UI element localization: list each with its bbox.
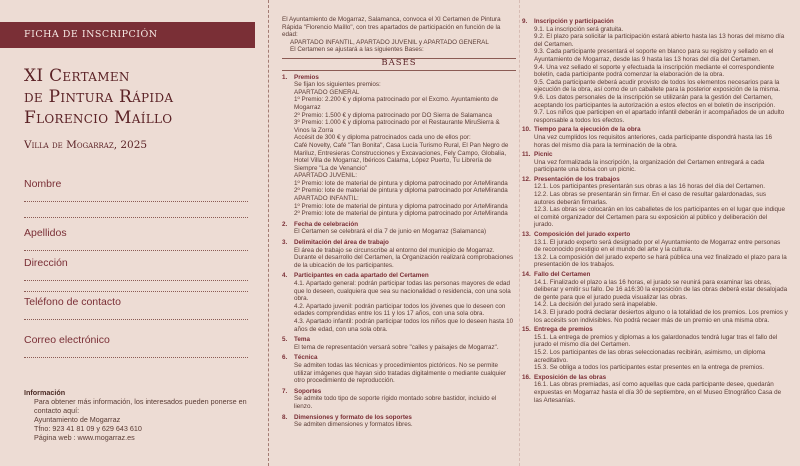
section-line: 14.2. La decisión del jurado será inapelable. <box>534 301 658 309</box>
name-input-line[interactable] <box>24 201 248 202</box>
section-title-text: Exposición de las obras <box>534 373 607 381</box>
section-body <box>522 239 788 269</box>
section-line: Durante el desarrollo del Certamen, la Organización realizará comprobaciones de la ubicación de los participantes. <box>294 254 514 269</box>
section-body <box>282 344 516 352</box>
section-body <box>522 134 788 149</box>
name-label: Nombre <box>24 178 62 190</box>
section-title-text: Soportes <box>294 387 322 395</box>
intro-bases: El Certamen se ajustará a las siguientes Bases: <box>290 46 424 54</box>
section-line: El tema de representación versará sobre "calles y paisajes de Mogarraz". <box>294 343 499 351</box>
rule-section <box>282 336 516 351</box>
section-title-text: Delimitación del área de trabajo <box>294 239 389 247</box>
rule-section <box>522 271 788 324</box>
section-title <box>522 151 788 159</box>
section-title-text: Participantes en cada apartado del Certamen <box>294 272 429 280</box>
rule-section <box>282 354 516 384</box>
section-number: 5. <box>282 336 288 344</box>
section-line: 9.7. Los niños que participen en el apartado infantil deberán ir acompañados de un adulto responsable a todos los efectos. <box>534 109 785 124</box>
rule-section <box>522 151 788 174</box>
section-number: 16. <box>522 373 531 381</box>
section-line: APARTADO INFANTIL: <box>294 195 359 203</box>
section-number: 15. <box>522 326 531 334</box>
section-line: 3º Premio: 1.000 € y diploma patrocinado por el Restaurante MiruSierra & Vinos la Zorra <box>294 119 500 134</box>
section-title-text: Picnic <box>534 151 553 159</box>
section-title <box>522 231 788 239</box>
section-title-text: Fallo del Certamen <box>534 271 591 278</box>
rule-section <box>282 239 516 269</box>
rule-section <box>282 221 516 236</box>
section-title-text: Fecha de celebración <box>294 220 359 228</box>
section-title-text: Inscripción y participación <box>534 18 614 25</box>
surname-label: Apellidos <box>24 227 67 239</box>
section-line: Se admiten dimensiones y formatos libres. <box>294 421 413 429</box>
section-body <box>282 247 516 270</box>
rule-section <box>522 374 788 404</box>
rule-section <box>282 74 516 218</box>
section-line: 12.3. Las obras se colocarán en los caballetes de los participantes en el lugar que indique el comité organizador del Certamen para su exposición al público y deliberación del jurado. <box>534 206 785 229</box>
section-body <box>282 395 516 410</box>
intro-categories: APARTADO INFANTIL, APARTADO JUVENIL y APARTADO GENERAL <box>290 38 489 46</box>
title-line-3: Florencio Maíllo <box>24 108 173 128</box>
section-number: 6. <box>282 354 288 362</box>
section-number: 7. <box>282 387 288 395</box>
section-body <box>282 421 516 429</box>
section-line: 2º Premio: 1.500 € y diploma patrocinado por DO Sierra de Salamanca <box>294 111 492 119</box>
section-title <box>282 239 516 247</box>
section-title <box>282 354 516 362</box>
info-line: contacto aquí: <box>34 406 80 415</box>
rule-section <box>522 176 788 229</box>
section-body <box>282 280 516 333</box>
section-number: 3. <box>282 239 288 247</box>
section-line: El Certamen se celebrará el día 7 de junio en Mogarraz (Salamanca) <box>294 228 487 236</box>
section-body <box>282 81 516 218</box>
section-title <box>522 326 788 334</box>
section-number: 10. <box>522 126 531 134</box>
section-title-text: Entrega de premios <box>534 326 593 334</box>
contact-info <box>24 388 254 442</box>
section-line: 13.2. La composición del jurado experto se hará pública una vez finalizado el plazo para la presentación de los trabajos. <box>534 253 787 269</box>
section-line: 12.1. Los participantes presentarán sus obras a las 16 horas del día del Certamen. <box>534 183 766 191</box>
info-line: Tfno: 923 41 81 09 y 629 643 610 <box>34 424 142 433</box>
section-line: 4.1. Apartado general: podrán participar todas las personas mayores de edad que lo deseen, cualquiera que sea su nacionalidad o residencia, con una sola obra. <box>294 280 511 303</box>
section-line: 4.3. Apartado infantil: podrán participar todos los niños que lo deseen hasta 10 años de edad, con una sola obra. <box>294 317 514 333</box>
event-subtitle: Villa de Mogarraz, 2025 <box>24 139 148 151</box>
section-body <box>282 228 516 236</box>
address-label: Dirección <box>24 257 68 269</box>
info-heading: Información <box>24 388 66 397</box>
info-line: Página web : www.mogarraz.es <box>34 433 135 442</box>
section-title-text: Tiempo para la ejecución de la obra <box>534 126 641 134</box>
section-line: 9.3. Cada participante presentará el soporte en blanco para su registro y sellado en el Ayuntamiento de Mogarraz, desde las 9 hasta las 13 horas del día del Certamen. <box>534 48 774 63</box>
info-line: Para obtener más información, los interesados pueden ponerse en <box>34 397 247 406</box>
section-body <box>522 159 788 174</box>
section-title <box>282 74 516 82</box>
section-title-text: Presentación de los trabajos <box>534 175 620 183</box>
section-line: 14.1. Finalizado el plazo a las 16 horas, el jurado se reunirá para examinar las obras, deliberar y emitir su fallo. De 16 a16:30 la exposición de las obras deberá estar desalojada de gente para que el jurado pueda visualizar las obras. <box>534 278 788 301</box>
email-input-line[interactable] <box>24 357 248 358</box>
rule-section <box>282 272 516 333</box>
section-title <box>522 126 788 134</box>
section-body <box>522 381 788 404</box>
section-title-text: Dimensiones y formato de los soportes <box>294 413 412 421</box>
rule-section <box>282 414 516 429</box>
section-line: 1º Premio: 2.200 € y diploma patrocinado por el Excmo. Ayuntamiento de Mogarraz <box>294 96 499 111</box>
section-title <box>522 18 788 26</box>
section-line: APARTADO GENERAL <box>294 88 360 96</box>
email-field[interactable] <box>24 334 248 358</box>
section-title <box>282 272 516 280</box>
section-title <box>522 271 788 279</box>
rules-column-2 <box>522 16 788 404</box>
section-number: 8. <box>282 413 288 421</box>
section-line: 15.3. Se obliga a todos los participantes estar presentes en la entrega de premios. <box>534 364 764 372</box>
section-line: 9.6. Los datos personales de la inscripción se utilizarán para la gestión del Certamen, aceptando los participantes la autorización a estos efectos en el boletín de inscripción. <box>534 93 776 109</box>
section-title <box>522 176 788 184</box>
rule-section <box>522 126 788 149</box>
section-line: Se fijan los siguientes premios: <box>294 81 381 89</box>
section-number: 14. <box>522 271 531 278</box>
section-body <box>522 279 788 325</box>
title-line-2: de Pintura Rápida <box>24 87 174 107</box>
bases-title: BASES <box>282 58 516 71</box>
right-sections <box>522 18 788 404</box>
name-field[interactable] <box>24 178 248 202</box>
section-title <box>282 388 516 396</box>
section-number: 2. <box>282 220 288 228</box>
intro-paragraph: El Ayuntamiento de Mogarraz, Salamanca, convoca el XI Certamen de Pintura Rápida "Florencio Maíllo", con tres apartados de participación en función de la edad: <box>282 16 501 39</box>
section-line: Café Novelty, Café "Tan Bonita", Casa Lucía Turismo Rural, El Pan Negro de Mariluz, Entresieras Construcciones y Excavaciones, Fely Campo, Globalia, Hotel Villa de Mogarraz, Ibéricos Calama, López Puerto, Tu Librería de Siempre "La de Venancio" <box>294 141 509 172</box>
section-line: Una vez cumplidos los requisitos anteriores, cada participante dispondrá hasta las 16 horas del mismo día para la terminación de la obra. <box>534 133 773 149</box>
form-header: FICHA DE INSCRIPCIÓN <box>0 22 255 48</box>
section-number: 13. <box>522 231 531 239</box>
section-line: 12.2. Las obras se presentarán sin firmar. En el caso de resultar galardonadas, sus autores deberán firmarlas. <box>534 191 767 206</box>
section-line: Accésit de 300 € y diploma patrocinados cada uno de ellos por: <box>294 134 471 142</box>
section-line: APARTADO JUVENIL: <box>294 172 357 180</box>
section-line: 2º Premio: lote de material de pintura y diploma patrocinado por ArteMiranda <box>294 187 508 195</box>
surname-field[interactable] <box>24 217 248 251</box>
section-line: Se admite todo tipo de soporte rígido montado sobre bastidor, incluido el lienzo. <box>294 395 497 410</box>
section-body <box>522 183 788 229</box>
phone-label: Teléfono de contacto <box>24 296 121 308</box>
section-line: 14.3. El jurado podrá declarar desiertos alguno o la totalidad de los premios. Los premios y los accésits son indivisibles. No podrá recaer más de un premio en una misma obra. <box>534 308 788 324</box>
section-line: El área de trabajo se circunscribe al entorno del municipio de Mogarraz. <box>294 246 495 254</box>
section-body <box>522 334 788 372</box>
email-label: Correo electrónico <box>24 334 110 346</box>
address-input-line[interactable] <box>24 280 248 281</box>
section-line: 9.5. Cada participante deberá acudir provisto de todos los elementos necesarios para la ejecución de la obra, así como de un caballete para la posterior exposición de la misma. <box>534 78 781 94</box>
surname-input-line[interactable] <box>24 250 248 251</box>
section-title <box>282 336 516 344</box>
section-line: 9.4. Una vez sellado el soporte y efectuada la inscripción mediante el correspondiente boletín, cada participante podrá comenzar la elaboración de la obra. <box>534 63 775 79</box>
section-body <box>282 362 516 385</box>
phone-input-line[interactable] <box>24 319 248 320</box>
fold-line-2 <box>519 0 520 466</box>
info-line: Ayuntamiento de Mogarraz <box>34 415 121 424</box>
address-input-line-2[interactable] <box>24 291 248 292</box>
section-line: 9.2. El plazo para solicitar la participación estará abierto hasta las 13 horas del mismo día del Certamen. <box>534 33 785 48</box>
rule-section <box>522 326 788 372</box>
section-line: Se admiten todas las técnicas y procedimientos pictóricos. No se permite utilizar imágenes que hayan sido tratadas digitalmente o mediante cualquier otro procedimiento de reproducción. <box>294 361 507 385</box>
section-number: 4. <box>282 272 288 280</box>
section-title-text: Tema <box>294 336 310 344</box>
phone-field[interactable] <box>24 296 248 320</box>
fold-line <box>268 0 269 466</box>
section-title <box>282 221 516 229</box>
section-line: 4.2. Apartado juvenil: podrán participar todos los jóvenes que lo deseen con edades comprendidas entre los 11 y los 17 años, con una sola obra. <box>294 302 506 318</box>
section-number: 9. <box>522 18 528 25</box>
section-title <box>522 374 788 382</box>
section-number: 11. <box>522 151 531 159</box>
section-line: 16.1. Las obras premiadas, así como aquellas que cada participante desee, quedarán expuestas en Mogarraz hasta el día 30 de septiembre, en el Museo Etnográfico Casa de las Artesanías. <box>534 381 782 404</box>
section-line: 1º Premio: lote de material de pintura y diploma patrocinado por ArteMiranda <box>294 179 508 187</box>
rules-column-1 <box>282 16 516 429</box>
section-number: 1. <box>282 73 288 81</box>
section-title <box>282 414 516 422</box>
rule-section <box>522 231 788 269</box>
section-line: Una vez formalizada la inscripción, la organización del Certamen entregará a cada participante una bolsa con un picnic. <box>534 158 765 174</box>
section-line: 15.2. Los participantes de las obras seleccionadas recibirán, asimismo, un diploma acreditativo. <box>534 348 766 364</box>
address-field[interactable] <box>24 257 248 292</box>
rule-section <box>282 388 516 411</box>
section-title-text: Premios <box>294 73 319 81</box>
section-line: 9.1. La inscripción será gratuita. <box>534 25 624 33</box>
registration-form-panel <box>0 0 268 466</box>
mid-sections <box>282 74 516 429</box>
section-body <box>522 26 788 125</box>
section-line: 1º Premio: lote de material de pintura y diploma patrocinado por ArteMiranda <box>294 202 508 210</box>
section-number: 12. <box>522 175 531 183</box>
section-title-text: Composición del jurado experto <box>534 231 631 239</box>
rule-section <box>522 18 788 124</box>
title-line-1: XI Certamen <box>24 66 130 86</box>
surname-pre-line <box>24 217 248 218</box>
section-line: 15.1. La entrega de premios y diplomas a los galardonados tendrá lugar tras el fallo del jurado el mismo día del Certamen. <box>534 333 778 349</box>
section-line: 13.1. El jurado experto será designado por el Ayuntamiento de Mogarraz entre personas de reconocido prestigio en el mundo del arte y la cultura. <box>534 238 781 254</box>
section-title-text: Técnica <box>294 354 318 362</box>
section-line: 2º Premio: lote de material de pintura y diploma patrocinado por ArteMiranda <box>294 210 508 218</box>
event-title <box>24 66 254 129</box>
